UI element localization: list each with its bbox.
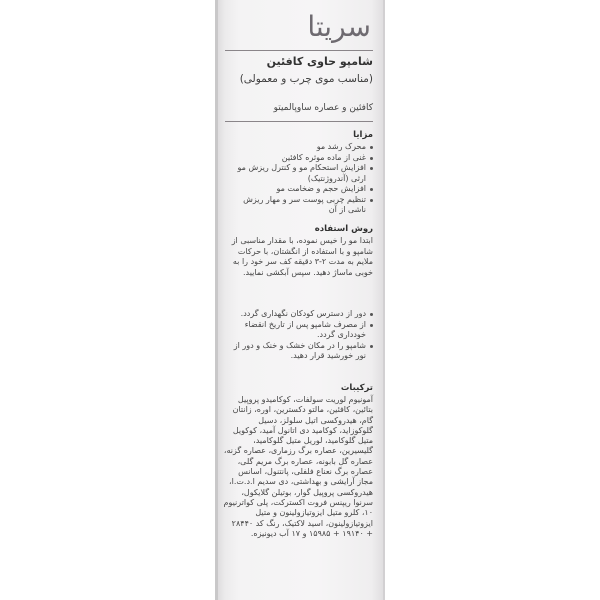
ingredients-section	[223, 383, 373, 539]
box-left-edge	[215, 0, 218, 600]
shampoo-box-side-panel	[215, 0, 385, 600]
benefits-list	[223, 142, 373, 216]
benefits-section	[223, 130, 373, 216]
panel-content	[225, 0, 373, 600]
warning-item: شامپو را در مکان خشک و خنک و دور از نور خورشید قرار دهید.	[223, 341, 373, 362]
usage-section	[223, 224, 373, 278]
benefits-heading: مزایا	[353, 130, 373, 140]
warning-item: دور از دسترس کودکان نگهداری گردد.	[223, 309, 373, 320]
ingredients-heading: ترکیبات	[340, 383, 373, 393]
warnings-section	[223, 309, 373, 362]
product-subtitle: (مناسب موی چرب و معمولی)	[239, 73, 373, 85]
product-title: شامپو حاوی کافئین	[266, 55, 373, 68]
benefit-item: افزایش حجم و ضخامت مو	[223, 184, 373, 195]
benefit-item: محرک رشد مو	[223, 142, 373, 153]
warning-item: از مصرف شامپو پس از تاریخ انقضاء خودداری گردد.	[223, 320, 373, 341]
ingredients-text: آمونیوم لوریت سولفات، کوکامیدو پروپیل بتائین، کافئین، مالتو دکسترین، اوره، زانتان گام، هیدروکسی اتیل سلولز، دسیل گلوکوزاید، کوکامید دی اتانول آمید، کوکویل متیل گلوکامید، لوریل متیل گلوکامید، گلیسیرین، عصاره برگ رزماری، عصاره گزنه، عصاره گل بابونه، عصاره برگ مریم گلی، عصاره برگ نعناع فلفلی، پانتنول، اسانس مجاز آرایشی و بهداشتی، دی سدیم ا.د.ت.ا، هیدروکسی پروپیل گوار، بوتیلن گلایکول، سرنوا ریپنس فروت اکسترکت، پلی کواترنیوم ۱۰، کلرو متیل ایزوتیازولینون و متیل ایزوتیازولینون، اسید لاکتیک، رنگ کد ۲۸۴۴۰ + ۱۹۱۴۰ + ۱۵۹۸۵ و ۱۷ آب دیونیزه.	[223, 395, 373, 538]
benefit-item: تنظیم چربی پوست سر و مهار ریزش ناشی از آن	[223, 195, 373, 216]
box-right-edge	[383, 0, 385, 600]
divider-middle	[225, 121, 373, 122]
divider-top	[225, 50, 373, 51]
product-tagline: کافئین و عصاره ساوپالمیتو	[273, 103, 373, 113]
brand-logo-text: سریتا	[307, 10, 371, 43]
usage-heading: روش استفاده	[314, 224, 373, 234]
usage-text: ابتدا مو را خیس نموده، با مقدار مناسبی از شامپو و با استفاده از انگشتان، با حرکات ملایم به مدت ۲-۳ دقیقه کف سر خود را به خوبی ماساژ دهید. سپس آبکشی نمایید.	[231, 236, 373, 277]
benefit-item: افزایش استحکام مو و کنترل ریزش مو ارثی (آندروژنتیک)	[223, 163, 373, 184]
benefit-item: غنی از ماده موثره کافئین	[223, 153, 373, 164]
warnings-list	[223, 309, 373, 362]
